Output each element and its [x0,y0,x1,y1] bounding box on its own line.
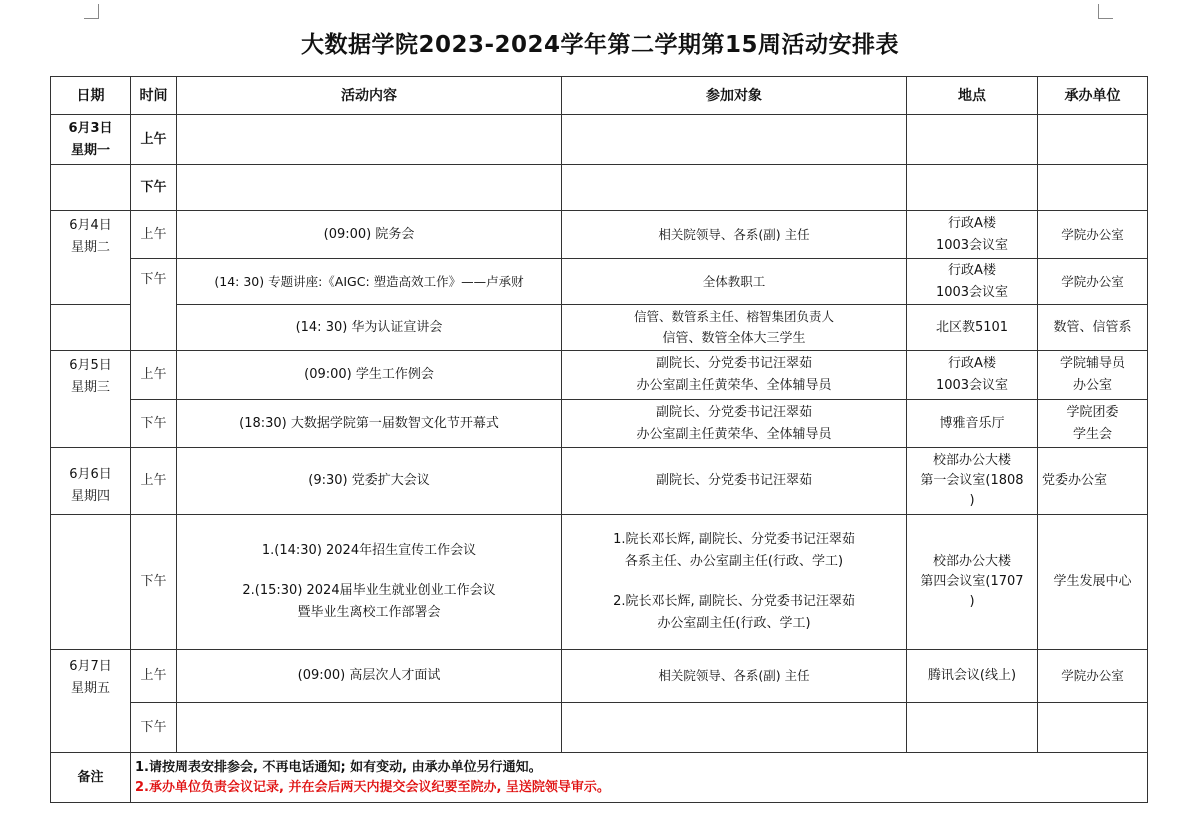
table-row [51,305,1148,351]
period-cell: 下午 [131,515,177,650]
organizer-cell [1038,703,1148,753]
participants-cell: 副院长、分党委书记汪翠茹 [562,448,907,515]
date-cell: 6月5日 星期三 [51,351,131,448]
header-participants: 参加对象 [562,77,907,115]
organizer-cell: 学院团委 学生会 [1038,400,1148,448]
participants-cell [562,703,907,753]
date-cell [51,165,131,211]
note-line-2: 2.承办单位负责会议记录, 并在会后两天内提交会议纪要至院办, 呈送院领导审示。 [135,779,610,795]
location-cell: 北区教5101 [907,305,1038,351]
date-cell: 6月3日 星期一 [51,115,131,165]
table-row [51,115,1148,165]
content-cell [177,703,562,753]
content-cell: (09:00) 高层次人才面试 [177,650,562,703]
period-cell: 下午 [131,259,177,351]
date-cell [51,305,131,351]
table-row [51,211,1148,259]
organizer-cell [1038,115,1148,165]
location-cell [907,165,1038,211]
date-cell: 6月6日 星期四 [51,448,131,515]
location-cell: 博雅音乐厅 [907,400,1038,448]
date-cell: 6月4日 星期二 [51,211,131,305]
notes-row [51,753,1148,803]
period-cell: 上午 [131,351,177,400]
table-row [51,400,1148,448]
page-corner-mark-left [84,4,99,19]
period-cell: 上午 [131,211,177,259]
period-cell: 上午 [131,448,177,515]
date-cell: 6月7日 星期五 [51,650,131,753]
period-cell: 下午 [131,703,177,753]
period-cell: 下午 [131,165,177,211]
header-time: 时间 [131,77,177,115]
participants-cell: 副院长、分党委书记汪翠茹 办公室副主任黄荣华、全体辅导员 [562,351,907,400]
organizer-cell: 学院办公室 [1038,259,1148,305]
note-line-1: 1.请按周表安排参会, 不再电话通知; 如有变动, 由承办单位另行通知。 [135,759,542,775]
organizer-cell: 学院办公室 [1038,211,1148,259]
organizer-cell [1038,165,1148,211]
organizer-cell: 党委办公室 [1038,448,1148,515]
header-organizer: 承办单位 [1038,77,1148,115]
header-content: 活动内容 [177,77,562,115]
location-cell: 行政A楼 1003会议室 [907,259,1038,305]
table-row [51,515,1148,650]
table-row [51,259,1148,305]
content-cell: (14: 30) 华为认证宣讲会 [177,305,562,351]
participants-cell [562,115,907,165]
location-cell [907,703,1038,753]
header-location: 地点 [907,77,1038,115]
content-cell [177,165,562,211]
content-cell: (9:30) 党委扩大会议 [177,448,562,515]
schedule-table [50,76,1148,803]
table-row [51,351,1148,400]
participants-cell [562,165,907,211]
table-row [51,448,1148,515]
location-cell: 腾讯会议(线上) [907,650,1038,703]
content-cell [177,115,562,165]
location-cell: 行政A楼 1003会议室 [907,351,1038,400]
period-cell: 上午 [131,650,177,703]
location-cell: 校部办公大楼 第四会议室(1707 ) [907,515,1038,650]
content-cell: 1.(14:30) 2024年招生宣传工作会议 2.(15:30) 2024届毕业生就业创业工作会议 暨毕业生离校工作部署会 [177,515,562,650]
content-cell: (18:30) 大数据学院第一届数智文化节开幕式 [177,400,562,448]
date-cell [51,515,131,650]
organizer-cell: 数管、信管系 [1038,305,1148,351]
participants-cell: 1.院长邓长辉, 副院长、分党委书记汪翠茹 各系主任、办公室副主任(行政、学工) 2.院长邓长辉, 副院长、分党委书记汪翠茹 办公室副主任(行政、学工) [562,515,907,650]
content-cell: (09:00) 学生工作例会 [177,351,562,400]
organizer-cell: 学生发展中心 [1038,515,1148,650]
participants-cell: 信管、数管系主任、榕智集团负责人 信管、数管全体大三学生 [562,305,907,351]
page-title: 大数据学院2023-2024学年第二学期第15周活动安排表 [300,32,900,58]
table-row [51,650,1148,703]
page-corner-mark-right [1098,4,1113,19]
period-cell: 下午 [131,400,177,448]
participants-cell: 全体教职工 [562,259,907,305]
location-cell: 行政A楼 1003会议室 [907,211,1038,259]
organizer-cell: 学院辅导员 办公室 [1038,351,1148,400]
header-row [51,77,1148,115]
organizer-cell: 学院办公室 [1038,650,1148,703]
location-cell: 校部办公大楼 第一会议室(1808 ) [907,448,1038,515]
table-row [51,165,1148,211]
header-date: 日期 [51,77,131,115]
content-cell: (14: 30) 专题讲座:《AIGC: 塑造高效工作》——卢承财 [177,259,562,305]
participants-cell: 副院长、分党委书记汪翠茹 办公室副主任黄荣华、全体辅导员 [562,400,907,448]
participants-cell: 相关院领导、各系(副) 主任 [562,211,907,259]
content-cell: (09:00) 院务会 [177,211,562,259]
location-cell [907,115,1038,165]
notes-label: 备注 [51,753,131,803]
table-row [51,703,1148,753]
notes-text [131,753,1148,803]
participants-cell: 相关院领导、各系(副) 主任 [562,650,907,703]
period-cell: 上午 [131,115,177,165]
